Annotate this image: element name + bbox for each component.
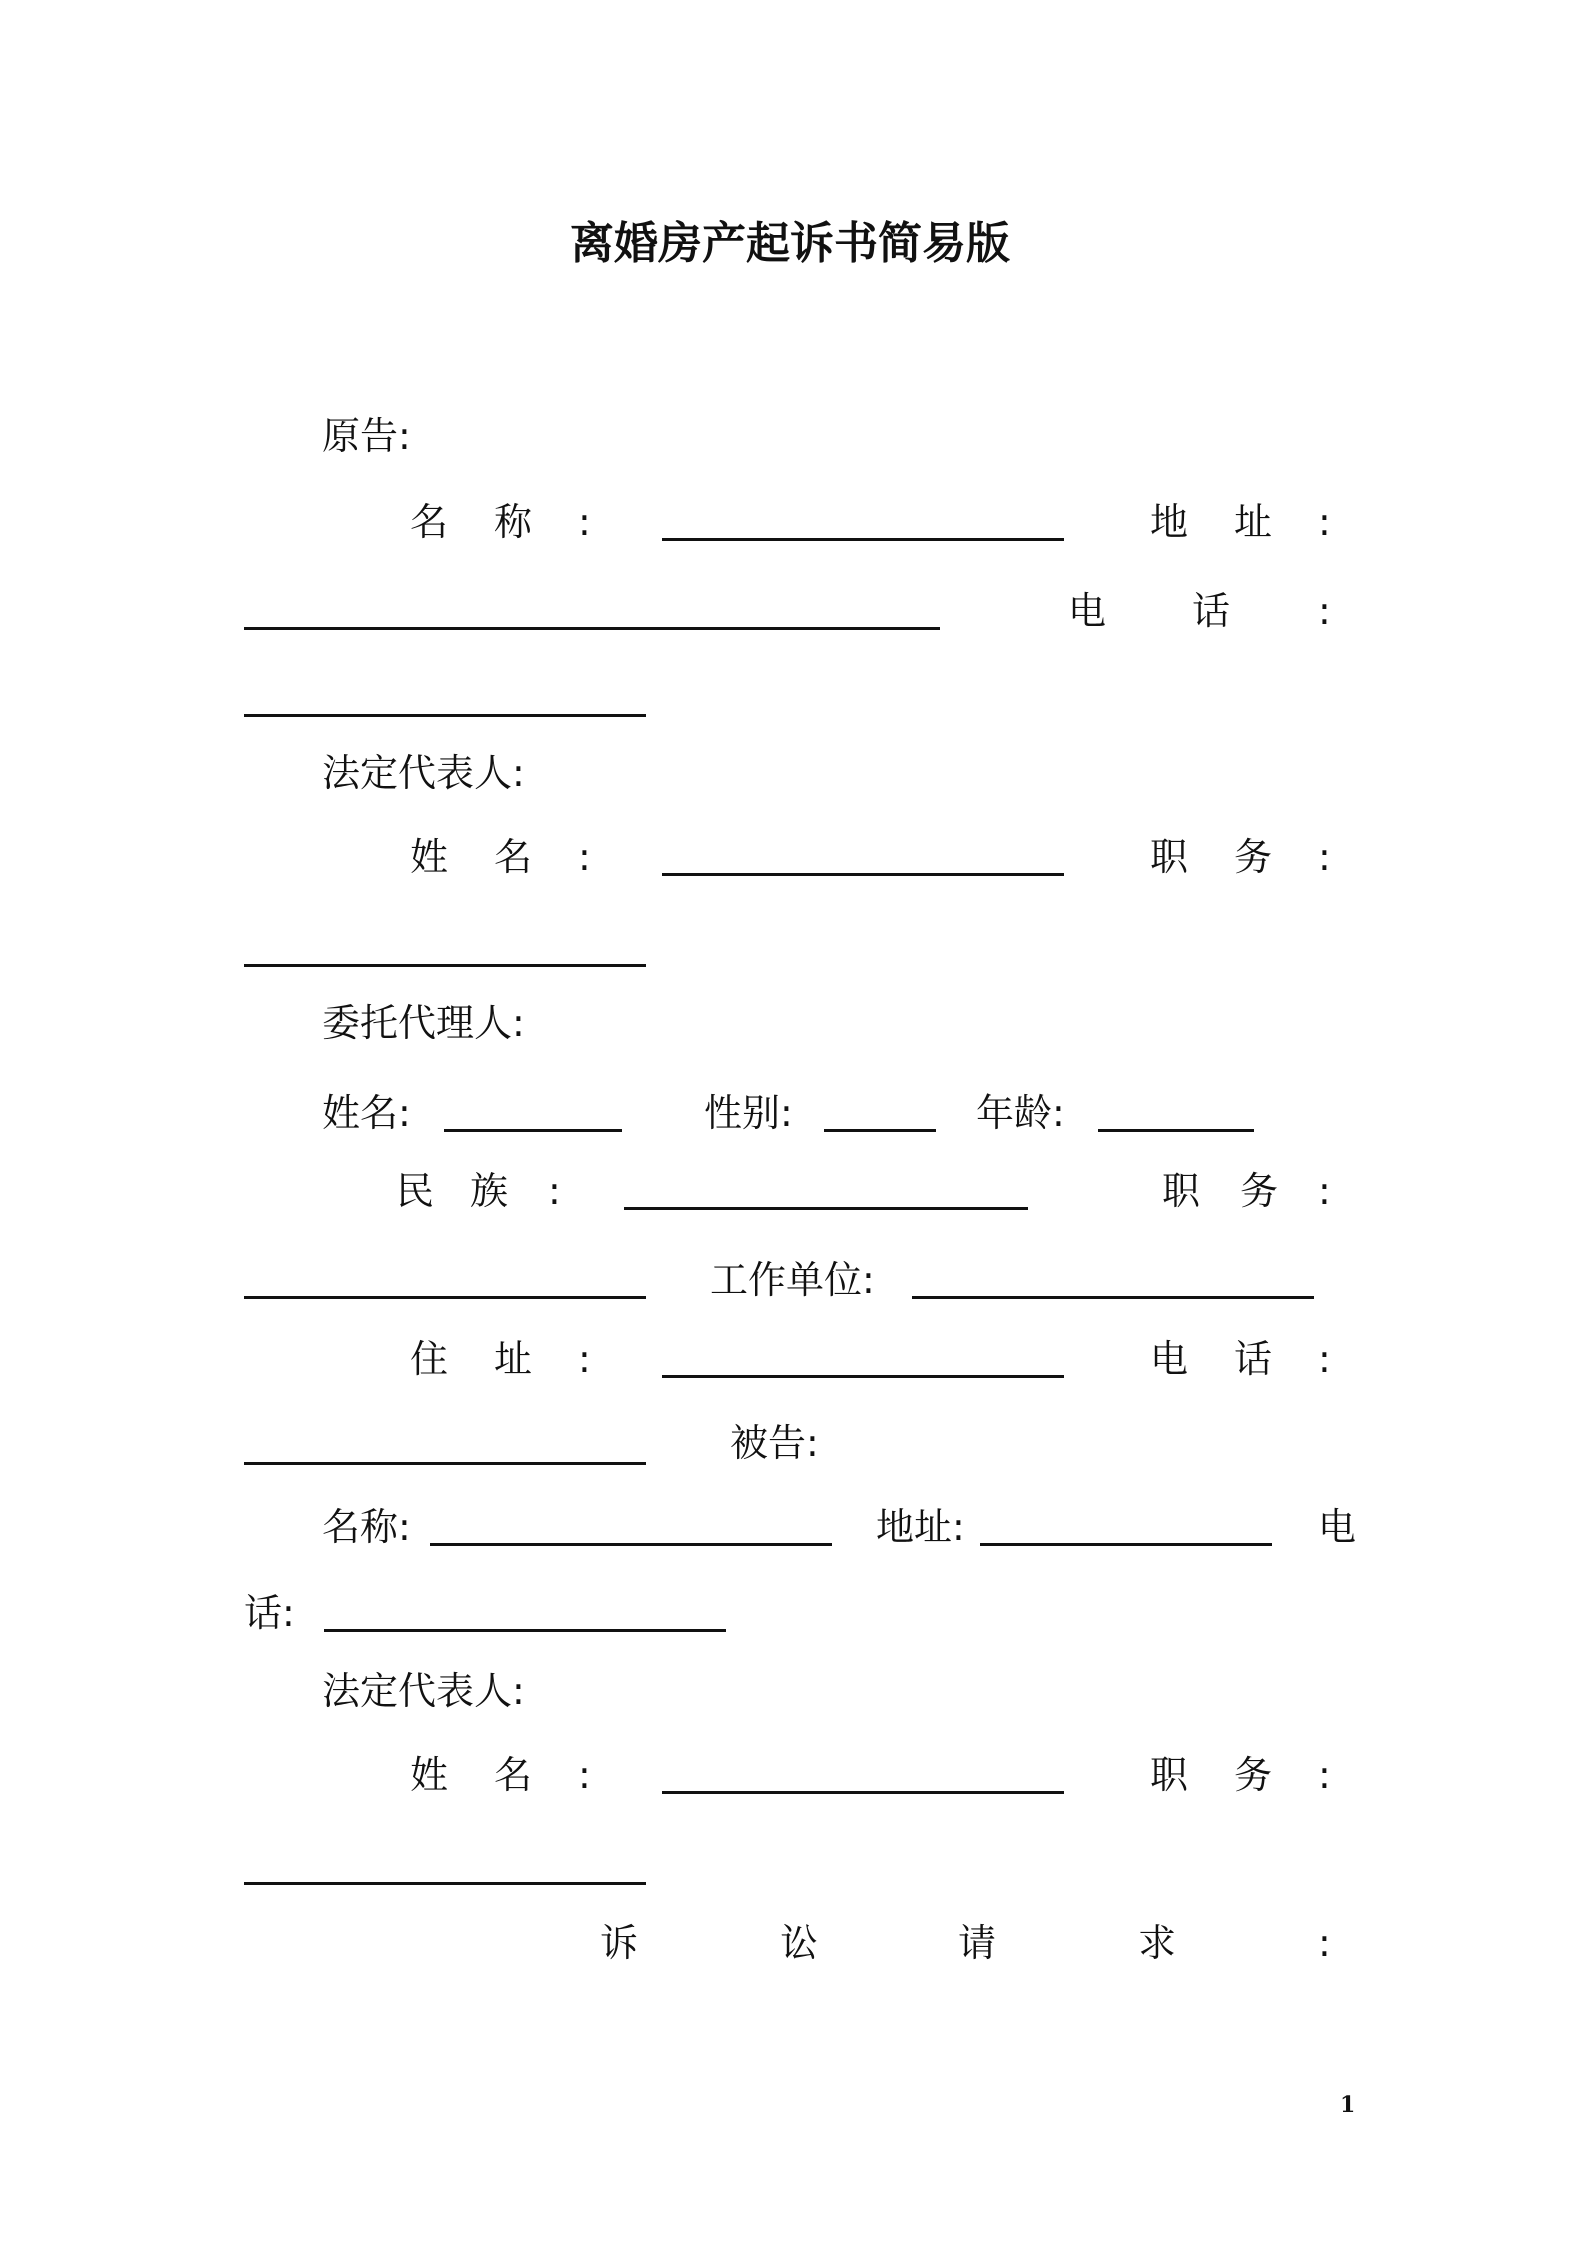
agent-ethnicity-blank[interactable] (624, 1207, 1028, 1210)
agent-phone-label-char2: 话 (1234, 1337, 1273, 1381)
defendant-legal-rep-heading: 法定代表人: (322, 1669, 525, 1713)
agent-heading: 委托代理人: (322, 1001, 525, 1045)
agent-residence-blank[interactable] (662, 1375, 1064, 1378)
agent-name-blank[interactable] (444, 1129, 622, 1132)
agent-residence-label-char1: 住 (410, 1337, 449, 1381)
defendant-phone-label-part2: 话: (244, 1591, 295, 1635)
defendant-rep-position-label-char1: 职 (1150, 1753, 1189, 1797)
plaintiff-name-label-char1: 名 (410, 500, 449, 544)
agent-phone-label-char1: 电 (1150, 1337, 1189, 1381)
plaintiff-legal-rep-heading: 法定代表人: (322, 751, 525, 795)
plaintiff-phone-label-colon: : (1318, 589, 1331, 633)
agent-age-label: 年龄: (976, 1091, 1065, 1135)
defendant-address-blank[interactable] (980, 1543, 1272, 1546)
defendant-rep-name-label-char1: 姓 (410, 1753, 449, 1797)
plaintiff-rep-name-blank[interactable] (662, 873, 1064, 876)
defendant-phone-blank[interactable] (324, 1629, 726, 1632)
plaintiff-rep-name-label-colon: : (578, 835, 591, 879)
defendant-rep-name-label-char2: 名 (494, 1753, 533, 1797)
agent-position-label-char1: 职 (1162, 1169, 1201, 1213)
plaintiff-name-label-char2: 称 (494, 500, 533, 544)
plaintiff-phone-label-char1: 电 (1068, 589, 1107, 633)
agent-gender-blank[interactable] (824, 1129, 936, 1132)
plaintiff-rep-position-blank[interactable] (244, 964, 646, 967)
plaintiff-phone-label-char2: 话 (1192, 589, 1231, 633)
plaintiff-address-label-char1: 地 (1150, 500, 1189, 544)
agent-workplace-label: 工作单位: (710, 1258, 875, 1302)
agent-gender-label: 性别: (704, 1091, 793, 1135)
claims-label-colon: : (1318, 1921, 1331, 1965)
agent-ethnicity-label-char1: 民 (396, 1169, 435, 1213)
plaintiff-name-blank[interactable] (662, 538, 1064, 541)
agent-position-blank[interactable] (244, 1296, 646, 1299)
plaintiff-rep-position-label-char2: 务 (1234, 835, 1273, 879)
agent-phone-label-colon: : (1318, 1337, 1331, 1381)
plaintiff-address-blank[interactable] (244, 627, 940, 630)
defendant-rep-position-label-char2: 务 (1234, 1753, 1273, 1797)
defendant-name-blank[interactable] (430, 1543, 832, 1546)
plaintiff-rep-name-label-char2: 名 (494, 835, 533, 879)
agent-residence-label-colon: : (578, 1337, 591, 1381)
agent-ethnicity-label-colon: : (548, 1169, 561, 1213)
claims-label-char3: 请 (958, 1921, 997, 1965)
claims-label-char1: 诉 (600, 1921, 639, 1965)
claims-label-char2: 讼 (780, 1921, 819, 1965)
defendant-name-label: 名称: (322, 1505, 411, 1549)
defendant-heading: 被告: (730, 1421, 819, 1465)
agent-workplace-blank[interactable] (912, 1296, 1314, 1299)
plaintiff-rep-name-label-char1: 姓 (410, 835, 449, 879)
plaintiff-rep-position-label-char1: 职 (1150, 835, 1189, 879)
plaintiff-address-label-char2: 址 (1234, 500, 1273, 544)
agent-age-blank[interactable] (1098, 1129, 1254, 1132)
plaintiff-address-label-colon: : (1318, 500, 1331, 544)
document-title: 离婚房产起诉书简易版 (570, 218, 1010, 269)
agent-position-label-char2: 务 (1240, 1169, 1279, 1213)
agent-position-label-colon: : (1318, 1169, 1331, 1213)
plaintiff-rep-position-label-colon: : (1318, 835, 1331, 879)
plaintiff-heading: 原告: (322, 414, 411, 458)
agent-phone-blank[interactable] (244, 1462, 646, 1465)
defendant-rep-name-label-colon: : (578, 1753, 591, 1797)
agent-residence-label-char2: 址 (494, 1337, 533, 1381)
defendant-rep-position-label-colon: : (1318, 1753, 1331, 1797)
defendant-rep-position-blank[interactable] (244, 1882, 646, 1885)
defendant-phone-label-part1: 电 (1318, 1505, 1357, 1549)
claims-label-char4: 求 (1138, 1921, 1177, 1965)
page-number: 1 (1340, 2092, 1356, 2118)
agent-name-label: 姓名: (322, 1091, 411, 1135)
plaintiff-name-label-colon: : (578, 500, 591, 544)
defendant-rep-name-blank[interactable] (662, 1791, 1064, 1794)
agent-ethnicity-label-char2: 族 (470, 1169, 509, 1213)
plaintiff-phone-blank[interactable] (244, 714, 646, 717)
defendant-address-label: 地址: (876, 1505, 965, 1549)
